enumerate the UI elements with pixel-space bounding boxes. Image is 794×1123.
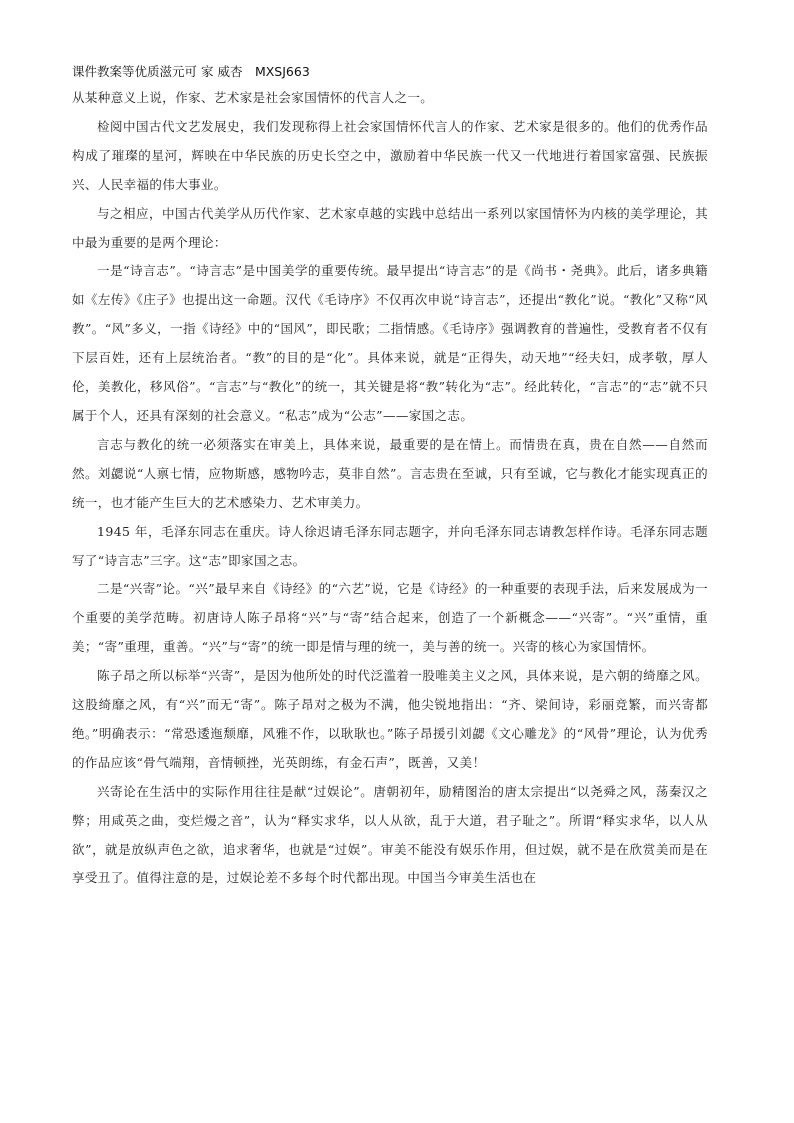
- body-paragraph: 1945 年，毛泽东同志在重庆。诗人徐迟请毛泽东同志题字，并向毛泽东同志请教怎样作诗。毛泽东同志题写了“诗言志”三字。这“志”即家国之志。: [72, 523, 708, 568]
- document-header: 课件教案等优质滋元可 家 威杏 MXSJ663: [72, 64, 310, 79]
- body-paragraph: 与之相应，中国古代美学从历代作家、艺术家卓越的实践中总结出一系列以家国情怀为内核的美学理论，其中最为重要的是两个理论：: [72, 205, 708, 250]
- body-paragraph: 兴寄论在生活中的实际作用往往是献“过娱论”。唐朝初年，励精图治的唐太宗提出“以尧舜之风，荡秦汉之弊；用咸英之曲，变烂熳之音”，认为“释实求华，以人从欲，乱于大道，君子耻之”。所谓“释实求华，以人从欲”，就是放纵声色之欲，追求奢华，也就是“过娱”。审美不能没有娱乐作用，但过娱，就不是在欣赏美而是在享受丑了。值得注意的是，过娱论差不多每个时代都出现。中国当今审美生活也在: [72, 783, 708, 886]
- body-paragraph: 言志与教化的统一必须落实在审美上，具体来说，最重要的是在情上。而情贵在真，贵在自然——自然而然。刘勰说“人禀七情，应物斯感，感物吟志，莫非自然”。言志贵在至诚，只有至诚，它与教化才能实现真正的统一，也才能产生巨大的艺术感染力、艺术审美力。: [72, 436, 708, 510]
- body-paragraph: 检阅中国古代文艺发展史，我们发现称得上社会家国情怀代言人的作家、艺术家是很多的。他们的优秀作品构成了璀璨的星河，辉映在中华民族的历史长空之中，激励着中华民族一代又一代地进行着国家富强、民族振兴、人民幸福的伟大事业。: [72, 118, 708, 192]
- body-paragraph: 从某种意义上说，作家、艺术家是社会家国情怀的代言人之一。: [72, 90, 434, 105]
- body-paragraph: 陈子昂之所以标举“兴寄”，是因为他所处的时代泛滥着一股唯美主义之风，具体来说，是六朝的绮靡之风。这股绮靡之风，有“兴”而无“寄”。陈子昂对之极为不满，他尖锐地指出：“齐、梁间诗，彩丽竞繁，而兴寄都绝。”明确表示：“常恐逶迤颓靡，风雅不作，以耿耿也。”陈子昂援引刘勰《文心雕龙》的“风骨”理论，认为优秀的作品应该“骨气端翔，音情顿挫，光英朗练，有金石声”，既善，又美！: [72, 668, 708, 770]
- body-paragraph: 二是“兴寄”论。“兴”最早来自《诗经》的“六艺”说，它是《诗经》的一种重要的表现手法，后来发展成为一个重要的美学范畴。初唐诗人陈子昂将“兴”与“寄”结合起来，创造了一个新概念——“兴寄”。“兴”重情，重美；“寄”重理，重善。“兴”与“寄”的统一即是情与理的统一，美与善的统一。兴寄的核心为家国情怀。: [72, 581, 708, 655]
- document-body: [72, 84, 708, 893]
- body-paragraph: 一是“诗言志”。“诗言志”是中国美学的重要传统。最早提出“诗言志”的是《尚书・尧典》。此后，诸多典籍如《左传》《庄子》也提出这一命题。汉代《毛诗序》不仅再次申说“诗言志”，还提出“教化”说。“教化”又称“风教”。“风”多义，一指《诗经》中的“国风”，即民歌；二指情感。《毛诗序》强调教育的普遍性，受教育者不仅有下层百姓，还有上层统治者。“教”的目的是“化”。具体来说，就是“正得失，动天地”“经夫妇，成孝敬，厚人伦，美教化，移风俗”。“言志”与“教化”的统一，其关键是将“教”转化为“志”。经此转化，“言志”的“志”就不只属于个人，还具有深刻的社会意义。“私志”成为“公志”——家国之志。: [72, 263, 708, 423]
